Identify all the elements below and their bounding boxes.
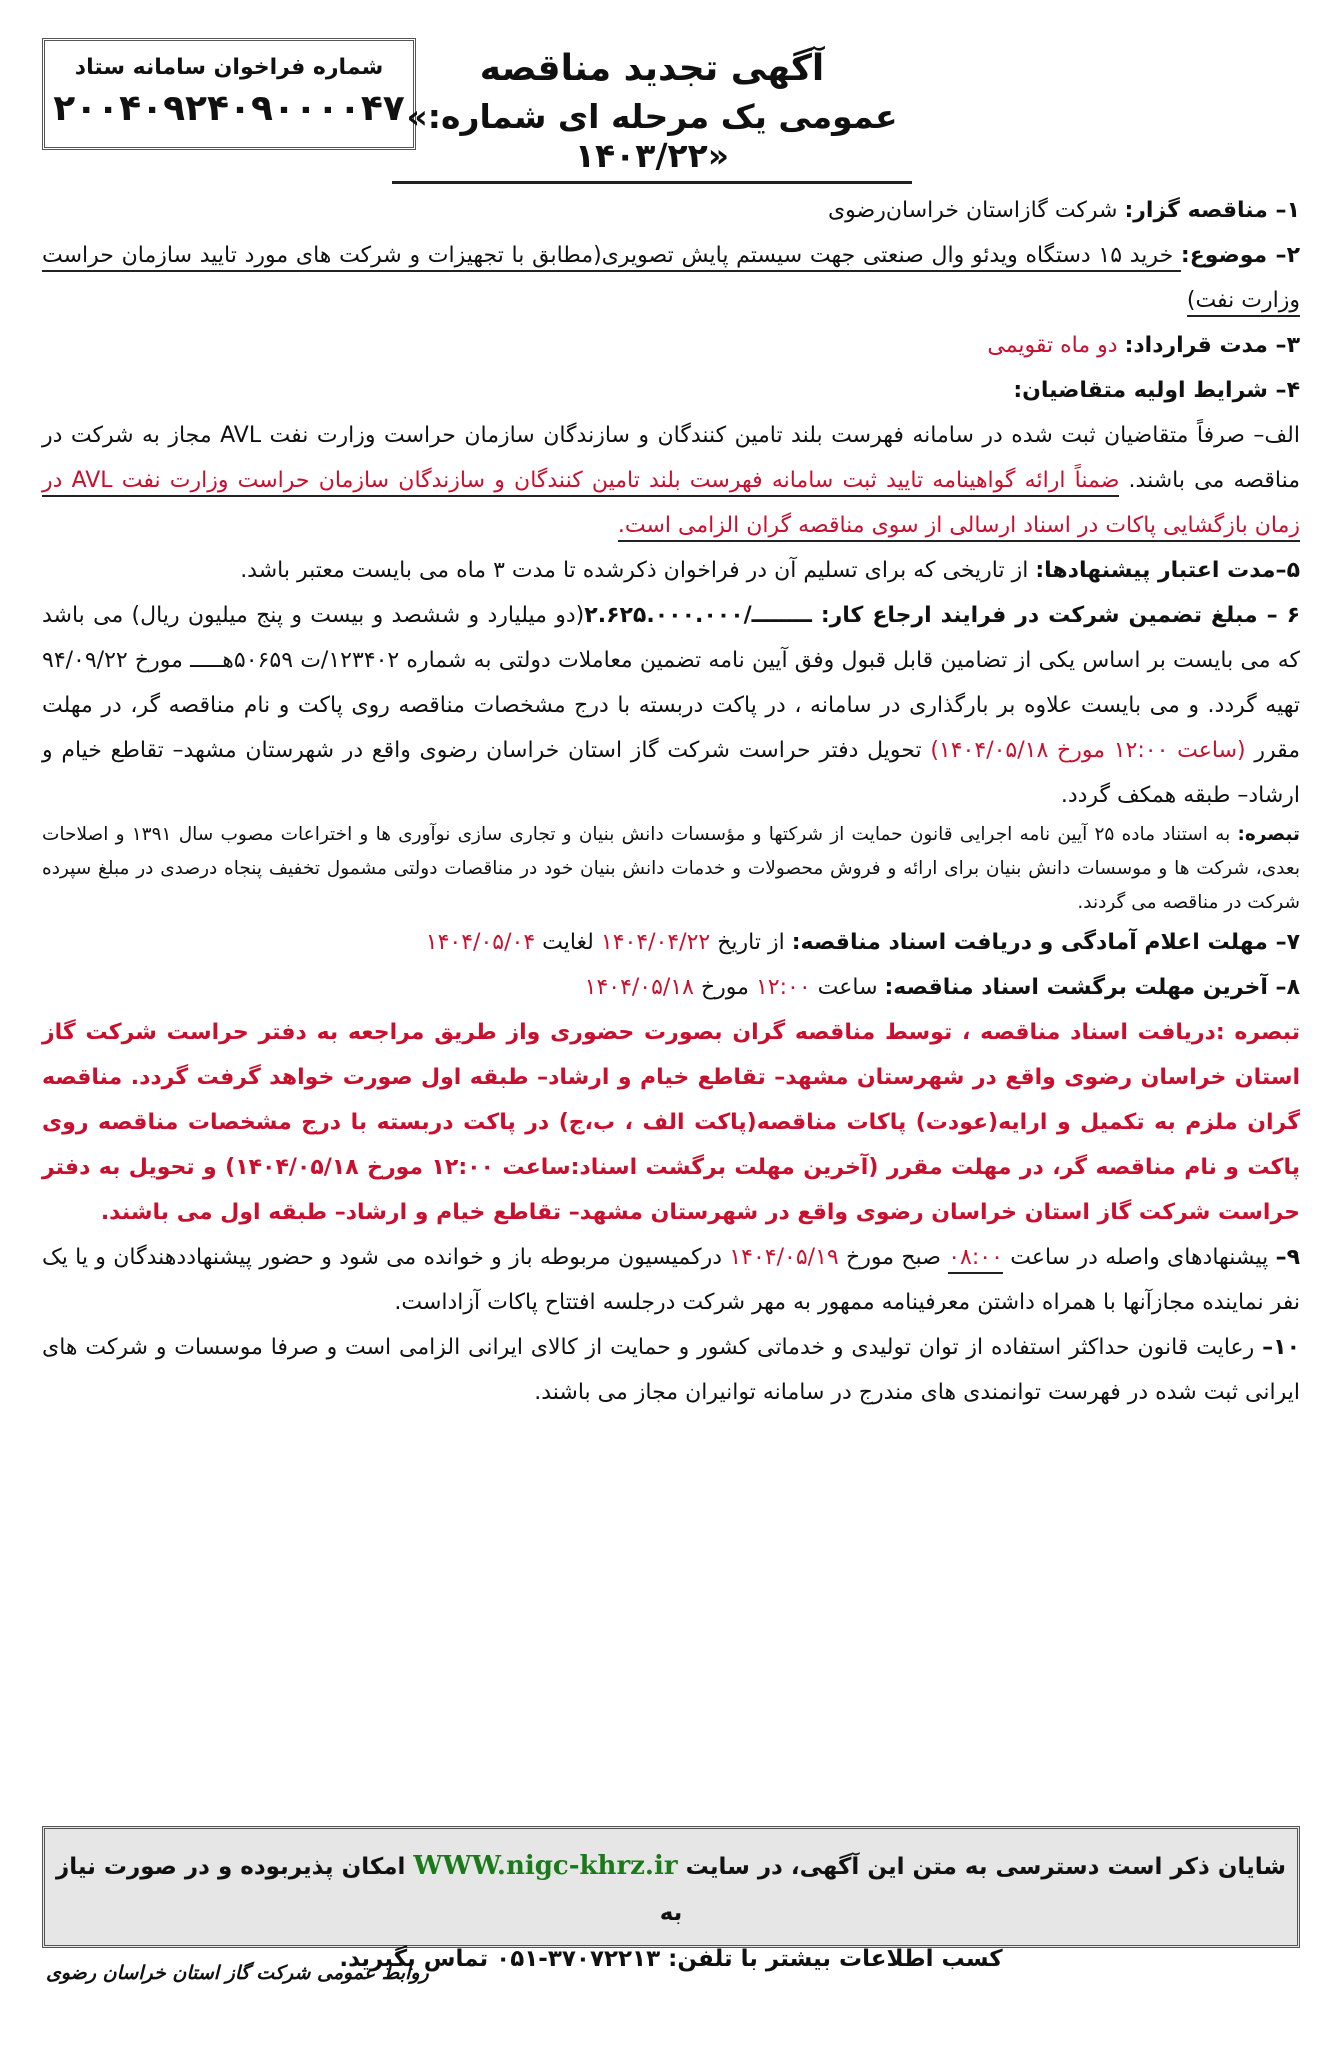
section-9-heading: ۹–: [1275, 1245, 1300, 1270]
section-6-text-1: (دو میلیارد و ششصد و بیست و پنج میلیون ریال) می باشد که می بایست بر اساس یکی از تضامین قابل قبول وفق آیین نامه تضمین معاملات دولتی به شماره ۱۲۳۴۰۲/ت ۵۰۶۵۹هـــــ مورخ ۹۴/۰۹/۲۲ تهیه گردد. و می بایست علاوه بر بارگذاری در سامانه ، در پاکت دربسته با درج مشخصات مناقصه روی پاکت و نام مناقصه گر، در مهلت مقرر: [42, 603, 1300, 763]
section-3: [42, 323, 1300, 368]
website-link[interactable]: WWW.nigc-khrz.ir: [413, 1851, 678, 1881]
section-1-text: شرکت گازاستان خراسان‌رضوی: [827, 198, 1125, 223]
section-7-text-2: لغایت: [535, 930, 601, 955]
notice-title: [392, 48, 912, 184]
section-8-text-1: ساعت: [810, 975, 885, 1000]
section-7-start-date: ۱۴۰۴/۰۴/۲۲: [600, 930, 711, 955]
section-4-text: [42, 413, 1300, 548]
section-10-text: رعایت قانون حداکثر استفاده از توان تولیدی و خدماتی کشور و حمایت از کالای ایرانی الزامی است و صرفا موسسات و شرکت های ایرانی ثبت شده در فهرست توانمندی های مندرج در سامانه توانیران مجاز می باشند.: [42, 1335, 1300, 1405]
section-9-text-2: صبح مورخ: [838, 1245, 949, 1270]
notice-body: [42, 188, 1300, 1415]
reference-number-box: [42, 38, 416, 150]
section-3-heading: ۳– مدت قرارداد:: [1124, 333, 1300, 358]
section-6-heading: ۶ – مبلغ تضمین شرکت در فرایند ارجاع کار: ــــــــ/۲.۶۲۵.۰۰۰.۰۰۰: [584, 603, 1300, 628]
footer-text-1: شایان ذکر است دسترسی به متن این آگهی، در سایت: [677, 1854, 1286, 1880]
section-8-text-2: مورخ: [693, 975, 756, 1000]
section-2-heading: ۲– موضوع:: [1180, 243, 1300, 268]
section-9-date: ۱۴۰۴/۰۵/۱۹: [729, 1245, 839, 1270]
section-8-time: ۱۲:۰۰: [755, 975, 811, 1000]
reference-label: شماره فراخوان سامانه ستاد: [74, 55, 384, 80]
section-6-text-2: تحویل دفتر حراست شرکت گاز استان خراسان رضوی واقع در شهرستان مشهد– تقاطع خیام و ارشاد– طبقه همکف گردد.: [42, 738, 1300, 808]
title-main: آگهی تجدید مناقصه: [479, 48, 825, 89]
section-7: [42, 920, 1300, 965]
footer-text-2: امکان پذیربوده و در صورت نیاز به: [56, 1854, 683, 1926]
reference-number: ۲۰۰۴۰۹۲۴۰۹۰۰۰۰۴۷: [53, 88, 405, 129]
section-7-heading: ۷– مهلت اعلام آمادگی و دریافت اسناد مناقصه:: [791, 930, 1300, 955]
section-2-text: خرید ۱۵ دستگاه ویدئو وال صنعتی جهت سیستم پایش تصویری(مطابق با تجهیزات و شرکت های مورد تایید سازمان حراست وزارت نفت): [42, 243, 1300, 317]
section-9-text-3: درکمیسیون مربوطه باز و خوانده می شود و حضور پیشنهاددهندگان و یا یک نفر نماینده مجازآنها با همراه داشتن معرفینامه ممهور به مهر شرکت درجلسه افتتاح پاکات آزاداست.: [42, 1245, 1300, 1315]
section-10: [42, 1325, 1300, 1415]
section-4-heading: ۴– شرایط اولیه متقاضیان:: [1013, 378, 1300, 403]
section-5: [42, 548, 1300, 593]
section-10-heading: ۱۰–: [1262, 1335, 1300, 1360]
section-9: [42, 1235, 1300, 1325]
section-1: [42, 188, 1300, 233]
footer-line-2: کسب اطلاعات بیشتر با تلفن: ۳۷۰۷۲۲۱۳-۰۵۱ تماس بگیرید.: [339, 1946, 1003, 1972]
section-9-text-1: پیشنهادهای واصله در ساعت: [1002, 1245, 1276, 1270]
section-3-text: دو ماه تقویمی: [987, 333, 1125, 358]
section-4-text-a: الف– صرفاً متقاضیان ثبت شده در سامانه فهرست بلند تامین کنندگان و سازندگان سازمان حراست وزارت نفت AVL مجاز به شرکت در مناقصه می باشند.: [42, 423, 1300, 493]
section-9-time: ۰۸:۰۰: [948, 1245, 1003, 1274]
section-1-heading: ۱– مناقصه گزار:: [1124, 198, 1300, 223]
section-4: [42, 368, 1300, 413]
section-7-text-1: از تاریخ: [710, 930, 792, 955]
signature: روابط عمومی شرکت گاز استان خراسان رضوی: [46, 1962, 429, 1984]
note-1-text: به استناد ماده ۲۵ آیین نامه اجرایی قانون حمایت از شرکتها و مؤسسات دانش بنیان و تجاری سازی نوآوری ها و اختراعات مصوب سال ۱۳۹۱ و اصلاحات بعدی، شرکت ها و موسسات دانش بنیان برای ارائه و فروش محصولات و خدمات دانش بنیان خود در مناقصات دولتی مشمول تخفیف پنجاه درصدی در مبلغ سپرده شرکت در مناقصه می گردند.: [42, 824, 1300, 913]
section-4-text-red: ضمناً ارائه گواهینامه تایید ثبت سامانه فهرست بلند تامین کنندگان و سازندگان سازمان حراست وزارت نفت AVL در زمان بازگشایی پاکات در اسناد ارسالی از سوی مناقصه گران الزامی است.: [42, 468, 1300, 542]
section-8: [42, 965, 1300, 1010]
note-1: [42, 818, 1300, 920]
note-2: تبصره :دریافت اسناد مناقصه ، توسط مناقصه گران بصورت حضوری واز طریق مراجعه به دفتر حراست شرکت گاز استان خراسان رضوی واقع در شهرستان مشهد– تقاطع خیام و ارشاد– طبقه اول صورت خواهد گرفت گردد. مناقصه گران ملزم به تکمیل و ارایه(عودت) پاکات مناقصه(پاکت الف ، ب،ج) در پاکت دربسته با درج مشخصات مناقصه روی پاکت و نام مناقصه گر، در مهلت مقرر (آخرین مهلت برگشت اسناد:ساعت ۱۲:۰۰ مورخ ۱۴۰۴/۰۵/۱۸) و تحویل به دفتر حراست شرکت گاز استان خراسان رضوی واقع در شهرستان مشهد– تقاطع خیام و ارشاد– طبقه اول می باشند.: [42, 1020, 1300, 1225]
section-2: [42, 233, 1300, 323]
section-5-heading: ۵–مدت اعتبار پیشنهادها:: [1035, 558, 1300, 583]
section-5-text: از تاریخی که برای تسلیم آن در فراخوان ذکرشده تا مدت ۳ ماه می بایست معتبر باشد.: [240, 558, 1036, 583]
title-subtitle: «عمومی یک مرحله ای شماره: ۱۴۰۳/۲۲»: [392, 97, 912, 184]
footer-line-1: [45, 1843, 1297, 1936]
section-6: [42, 593, 1300, 818]
section-8-date: ۱۴۰۴/۰۵/۱۸: [584, 975, 694, 1000]
note-1-heading: تبصره:: [1237, 824, 1301, 845]
footer-box: [42, 1826, 1300, 1972]
section-6-deadline: (ساعت ۱۲:۰۰ مورخ ۱۴۰۴/۰۵/۱۸): [930, 738, 1246, 763]
section-7-end-date: ۱۴۰۴/۰۵/۰۴: [425, 930, 536, 955]
section-8-heading: ۸– آخرین مهلت برگشت اسناد مناقصه:: [884, 975, 1300, 1000]
